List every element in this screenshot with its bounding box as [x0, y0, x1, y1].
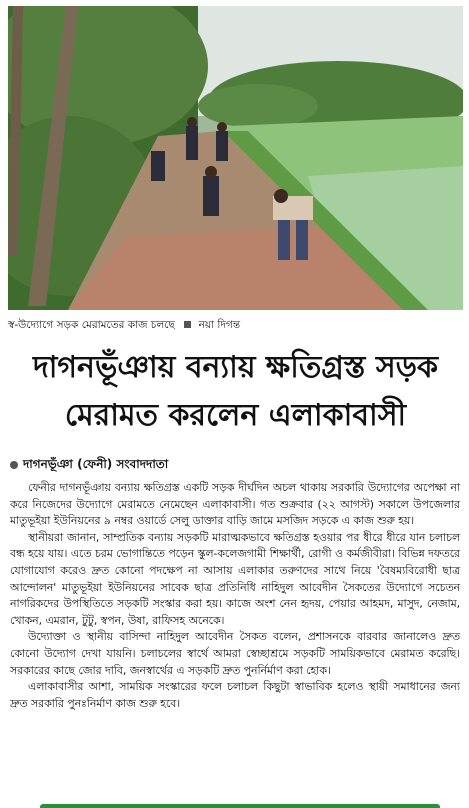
article-body [10, 480, 460, 712]
road-repair-photo-icon [8, 6, 463, 310]
article-headline [8, 344, 463, 440]
paragraph: স্থানীয়রা জানান, সাম্প্রতিক বন্যায় সড়কটি মারাত্মকভাবে ক্ষতিগ্রস্ত হওয়ার পর ধীরে ধীরে যান চলাচল বন্ধ হয়ে যায়। এতে চরম ভোগান্তিতে পড়েন স্কুল-কলেজগামী শিক্ষার্থী, রোগী ও কর্মজীবীরা। বিভিন্ন দফতরে যোগাযোগ করেও দ্রুত কোনো পদক্ষেপ না আসায় এলাকার তরুণদের সাথে নিয়ে 'বৈষম্যবিরোধী ছাত্র আন্দোলন' মাতুভূইয়া ইউনিয়নের সাবেক ছাত্র প্রতিনিধি নাহিদুল আবেদীন সৈকতের উদ্যোগে সচেতন নাগরিকদের উপস্থিতিতে সড়কটি সংস্কার করা হয়। কাজে অংশ নেন হৃদয়, পেয়ার আহমদ, মাসুদ, নেজাম, খোকন, এমরান, টুটু, স্বপন, উষা, রাফিসহ অনেকে। [10, 530, 460, 627]
headline-line-2: মেরামত করলেন এলাকাবাসী [64, 398, 407, 433]
caption-separator-icon [184, 321, 191, 328]
article-photo [8, 6, 463, 310]
caption-source: নয়া দিগন্ত [198, 319, 241, 331]
paragraph: ফেনীর দাগনভূঁঞায় বন্যায় ক্ষতিগ্রস্ত একটি সড়ক দীর্ঘদিন অচল থাকায় সরকারি উদ্যোগের অপেক্ষা না করে নিজেদের উদ্যোগে মেরামতে নেমেছেন এলাকাবাসী। গত শুক্রবার (২২ আগস্ট) সকালে উপজেলার মাতুভূইয়া ইউনিয়নের ৯ নম্বর ওয়ার্ডে সেলু ডাক্তার বাড়ি জামে মসজিদ সড়কে এ কাজ শুরু হয়। [10, 481, 460, 528]
paragraph: উদ্যোক্তা ও স্থানীয় বাসিন্দা নাহিদুল আবেদীন সৈকত বলেন, প্রশাসনকে বারবার জানালেও দ্রুত কোনো উদ্যোগ দেখা যায়নি। চলাচলের স্বার্থে আমরা স্বেচ্ছাশ্রমে সড়কটি সাময়িকভাবে মেরামত করেছি। সরকারের কাছে জোর দাবি, জনস্বার্থের এ সড়কটি দ্রুত পুনর্নির্মাণ করা হোক। [10, 630, 460, 677]
byline-text: দাগনভূঁঞা (ফেনী) সংবাদদাতা [23, 457, 169, 471]
headline-line-1: দাগনভূঁঞায় বন্যায় ক্ষতিগ্রস্ত সড়ক [32, 350, 439, 385]
bottom-divider [40, 804, 440, 808]
paragraph: এলাকাবাসীর আশা, সাময়িক সংস্কারের ফলে চলাচল কিছুটা স্বাভাবিক হলেও স্থায়ী সমাধানের জন্য দ্রুত সরকারি পুনঃনির্মাণ কাজ শুরু হবে। [10, 680, 460, 710]
bullet-icon [10, 461, 18, 469]
caption-text: স্ব-উদ্যোগে সড়ক মেরামতের কাজ চলছে [8, 319, 175, 331]
photo-caption [8, 316, 463, 334]
byline [10, 455, 168, 473]
